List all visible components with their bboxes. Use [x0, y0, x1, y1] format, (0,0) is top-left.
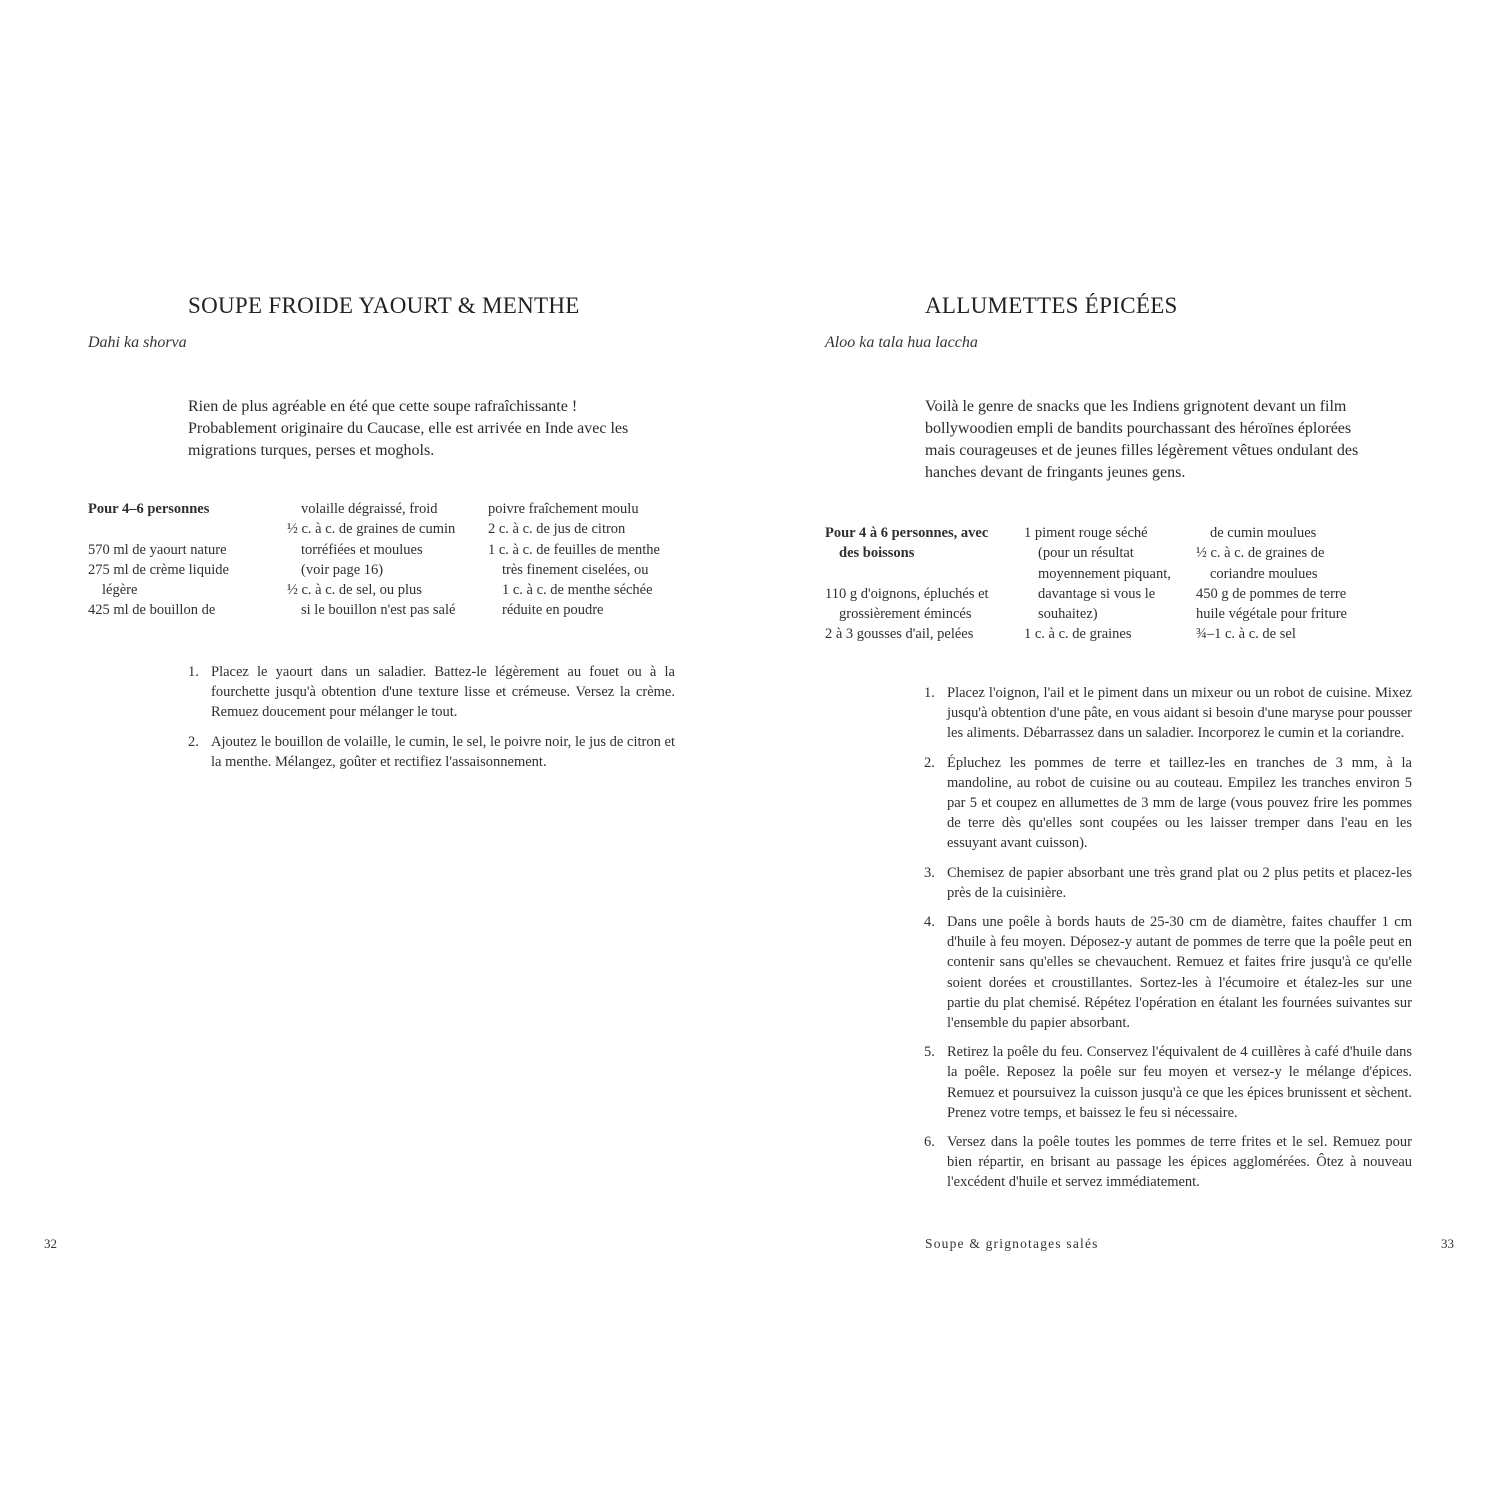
servings-label: Pour 4–6 personnes: [88, 501, 210, 517]
ingredient-line: moyennement piquant,: [1038, 565, 1171, 582]
right-intro: [925, 396, 1425, 484]
method-step: [188, 662, 675, 723]
ingredient-line: des boissons: [839, 545, 915, 562]
ingredient-line: 1 c. à c. de graines: [1024, 626, 1132, 643]
step-text: Versez dans la poêle toutes les pommes de terre frites et le sel. Remuez pour bien répartir, en brisant au passage les épices agglomérées. Ôtez à nouveau l'excédent d'huile et servez immédiatement.: [947, 1134, 1412, 1191]
intro-line: Probablement originaire du Caucase, elle est arrivée en Inde avec les: [188, 420, 629, 437]
method-step: [924, 912, 1412, 1033]
intro-line: hanches devant de fringants jeunes gens.: [925, 464, 1186, 481]
ingredient-line: légère: [102, 582, 138, 599]
right-page-number: 33: [1441, 1236, 1454, 1251]
intro-line: Voilà le genre de snacks que les Indiens grignotent devant un film: [925, 398, 1347, 415]
step-text: Retirez la poêle du feu. Conservez l'équivalent de 4 cuillères à café d'huile dans la poêle. Reposez la poêle sur feu moyen et versez-y le mélange d'épices. Remuez et poursuivez la cuisson jusqu'à ce que les épices brunissent et sèchent. Prenez votre temps, et baissez le feu si nécessaire.: [947, 1044, 1412, 1121]
ingredient-line: très finement ciselées, ou: [502, 561, 649, 578]
ingredient-line: 2 à 3 gousses d'ail, pelées: [825, 626, 974, 643]
right-ingredients-col-1: [825, 523, 1015, 645]
step-number: 2.: [188, 733, 199, 750]
running-footer: Soupe & grignotages salés: [925, 1236, 1099, 1251]
step-text: Placez le yaourt dans un saladier. Battez-le légèrement au fouet ou à la fourchette jusqu'à obtention d'une texture lisse et crémeuse. Versez la crème. Remuez doucement pour mélanger le tout.: [211, 664, 675, 721]
ingredient-line: 570 ml de yaourt nature: [88, 541, 227, 558]
intro-line: bollywoodien empli de bandits pourchassant des héroïnes éplorées: [925, 420, 1352, 437]
left-recipe-subtitle: Dahi ka shorva: [88, 334, 187, 351]
step-text: Dans une poêle à bords hauts de 25-30 cm de diamètre, faites chauffer 1 cm d'huile à feu moyen. Déposez-y autant de pommes de terre que la poêle peut en contenir sans qu'elles se chevauchent. Remuez et faites frire jusqu'à ce qu'elle soient dorées et croustillantes. Sortez-les à l'écumoire et étalez-les sur une partie du plat chemisé. Répétez l'opération en étalant les fournées suivantes sur l'ensemble du papier absorbant.: [947, 914, 1412, 1032]
right-ingredients-col-2: [1024, 523, 1204, 645]
ingredient-line: grossièrement émincés: [839, 606, 972, 623]
ingredient-line: si le bouillon n'est pas salé: [301, 602, 456, 619]
ingredient-line: davantage si vous le: [1038, 585, 1156, 602]
step-number: 5.: [924, 1044, 935, 1061]
step-text: Placez l'oignon, l'ail et le piment dans un mixeur ou un robot de cuisine. Mixez jusqu'à obtention d'une pâte, en vous aidant si besoin d'une maryse pour pousser les aliments. Débarrassez dans un saladier. Incorporez le cumin et la coriandre.: [947, 685, 1412, 742]
ingredient-line: torréfiées et moulues: [301, 541, 423, 558]
ingredient-line: 1 c. à c. de feuilles de menthe: [488, 541, 660, 558]
ingredient-line: ½ c. à c. de sel, ou plus: [287, 582, 422, 599]
ingredient-line: 450 g de pommes de terre: [1196, 585, 1347, 602]
intro-line: Rien de plus agréable en été que cette soupe rafraîchissante !: [188, 398, 578, 415]
method-step: [924, 1132, 1412, 1193]
left-intro: [188, 396, 688, 462]
method-step: [924, 753, 1412, 854]
right-ingredients-col-3: [1196, 523, 1406, 645]
method-step: [924, 863, 1412, 903]
step-text: Ajoutez le bouillon de volaille, le cumin, le sel, le poivre noir, le jus de citron et la menthe. Mélangez, goûter et rectifiez l'assaisonnement.: [211, 733, 675, 770]
ingredient-line: 1 c. à c. de menthe séchée: [502, 582, 653, 599]
method-step: [924, 1042, 1412, 1123]
ingredient-line: [88, 519, 278, 539]
ingredient-line: 425 ml de bouillon de: [88, 602, 216, 619]
ingredient-line: 1 piment rouge séché: [1024, 525, 1148, 541]
method-step: [188, 732, 675, 772]
left-steps: [188, 662, 675, 781]
ingredient-line: [825, 564, 1015, 584]
step-text: Chemisez de papier absorbant une très grand plat ou 2 plus petits et placez-les près de la cuisinière.: [947, 864, 1412, 901]
right-steps: [924, 683, 1412, 1202]
ingredient-line: souhaitez): [1038, 606, 1098, 623]
left-ingredients-col-3: [488, 499, 688, 621]
step-text: Épluchez les pommes de terre et taillez-les en tranches de 3 mm, à la mandoline, au robot de cuisine ou au couteau. Empilez les tranches environ 5 par 5 et coupez en allumettes de 3 mm de large (vous pouvez frire les pommes de terre dès qu'elles sont coupées ou les laisser tremper dans l'eau en les essuyant avant cuisson).: [947, 754, 1412, 852]
ingredient-line: ¾–1 c. à c. de sel: [1196, 626, 1296, 643]
left-page-number: 32: [44, 1236, 57, 1251]
ingredient-line: volaille dégraissé, froid: [301, 501, 438, 517]
ingredient-line: 275 ml de crème liquide: [88, 561, 229, 578]
left-ingredients-col-2: [287, 499, 477, 621]
step-number: 3.: [924, 864, 935, 881]
step-number: 2.: [924, 754, 935, 771]
ingredient-line: 110 g d'oignons, épluchés et: [825, 585, 989, 602]
step-number: 1.: [188, 664, 199, 680]
left-ingredients-col-1: [88, 499, 278, 621]
ingredient-line: (voir page 16): [301, 561, 384, 578]
ingredient-line: ½ c. à c. de graines de: [1196, 545, 1325, 562]
right-recipe-title: ALLUMETTES ÉPICÉES: [925, 293, 1178, 318]
left-recipe-title: SOUPE FROIDE YAOURT & MENTHE: [188, 293, 580, 318]
step-number: 6.: [924, 1134, 935, 1151]
ingredient-line: (pour un résultat: [1038, 545, 1134, 562]
ingredient-line: 2 c. à c. de jus de citron: [488, 521, 626, 538]
ingredient-line: huile végétale pour friture: [1196, 606, 1347, 623]
servings-label: Pour 4 à 6 personnes, avec: [825, 525, 989, 541]
ingredient-line: coriandre moulues: [1210, 565, 1318, 582]
ingredient-line: réduite en poudre: [502, 602, 604, 619]
intro-line: migrations turques, perses et moghols.: [188, 442, 435, 459]
right-recipe-subtitle: Aloo ka tala hua laccha: [825, 334, 978, 351]
ingredient-line: ½ c. à c. de graines de cumin: [287, 521, 456, 538]
ingredient-line: poivre fraîchement moulu: [488, 501, 639, 517]
step-number: 4.: [924, 914, 935, 931]
intro-line: mais courageuses et de jeunes filles légèrement vêtues ondulant des: [925, 442, 1359, 459]
method-step: [924, 683, 1412, 744]
ingredient-line: de cumin moulues: [1210, 525, 1317, 541]
step-number: 1.: [924, 685, 935, 701]
